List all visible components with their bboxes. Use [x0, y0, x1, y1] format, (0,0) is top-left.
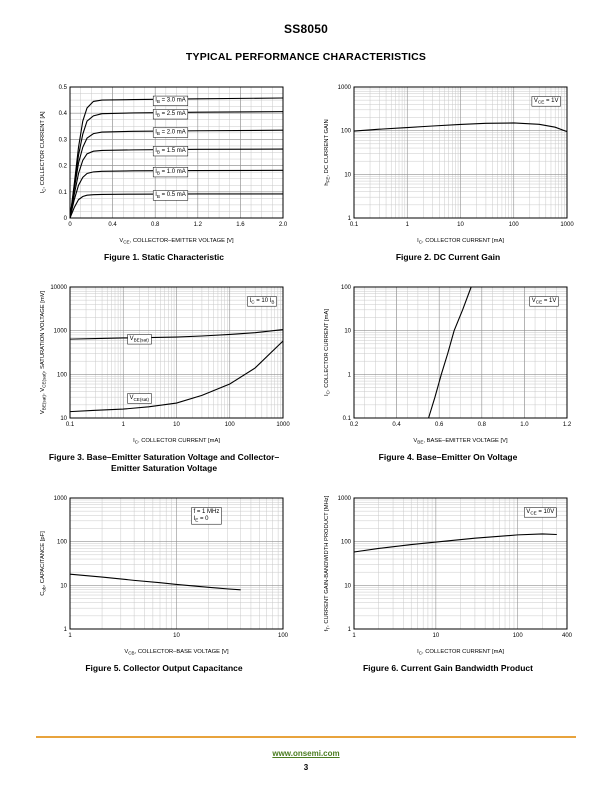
- figure-5: [36, 490, 292, 674]
- figure-2: [320, 79, 576, 263]
- svg-text:10: 10: [173, 422, 180, 429]
- svg-text:0.8: 0.8: [151, 222, 160, 228]
- svg-text:IC, COLLECTOR CURRENT [mA]: $I_C$, COLLECTOR CURRENT [mA]: [324, 309, 331, 396]
- svg-text:1000: 1000: [560, 222, 574, 228]
- svg-text:10: 10: [432, 633, 440, 640]
- svg-text:1000: 1000: [53, 328, 67, 335]
- figure-5-caption: Figure 5. Collector Output Capacitance: [85, 663, 243, 674]
- svg-text:1.2: 1.2: [193, 222, 202, 228]
- svg-text:100: 100: [340, 539, 351, 546]
- svg-text:VCE = 10V: $V_{CE} = 10V$: [526, 509, 555, 516]
- svg-text:10: 10: [173, 633, 180, 640]
- figure-4-caption: Figure 4. Base–Emitter On Voltage: [378, 452, 518, 463]
- figure-3-chart: [36, 279, 292, 447]
- svg-text:IB = 3.0 mA: $I_B = 3.0$ mA: [155, 97, 186, 105]
- svg-text:hFE, DC CURRENT GAIN: $h_{FE}$, DC CURRENT GAIN: [324, 119, 331, 186]
- svg-text:0.1: 0.1: [58, 189, 67, 196]
- svg-text:0.8: 0.8: [477, 422, 486, 429]
- svg-text:0.1: 0.1: [65, 422, 75, 429]
- svg-text:IC, COLLECTOR CURRENT [mA]: $I_C$, COLLECTOR CURRENT [mA]: [417, 238, 504, 245]
- svg-text:0.2: 0.2: [349, 422, 359, 429]
- figure-4-chart: [320, 279, 576, 447]
- svg-text:VCB, COLLECTOR–BASE VOLTAGE [V: $V_{CB}$, COLLECTOR–BASE VOLTAGE [V]: [124, 649, 229, 656]
- svg-text:1: 1: [63, 627, 67, 634]
- svg-text:10: 10: [344, 583, 351, 590]
- svg-text:10000: 10000: [50, 285, 67, 292]
- svg-text:10: 10: [60, 583, 67, 590]
- figure-6-caption: Figure 6. Current Gain Bandwidth Product: [362, 663, 533, 674]
- svg-text:fT, CURRENT GAIN-BANDWIDTH PRO: $f_T$, CURRENT GAIN-BANDWIDTH PRODUCT [MHz]: [324, 495, 331, 632]
- page-footer: [36, 736, 576, 772]
- svg-text:1.6: 1.6: [236, 222, 245, 228]
- svg-text:IB = 1.5 mA: $I_B = 1.5$ mA: [155, 147, 186, 155]
- svg-text:VBE(sat), VCE(sat), SATURATION: $V_{BE(sat)}$, $V_{CE(sat)}$, SATURATION VOLTAGE [mV]: [40, 290, 47, 415]
- svg-text:1000: 1000: [53, 496, 67, 503]
- svg-text:0.4: 0.4: [58, 111, 67, 118]
- svg-text:10: 10: [344, 328, 351, 335]
- svg-text:VCE = 1V: $V_{CE} = 1V$: [531, 298, 557, 305]
- svg-text:1: 1: [347, 216, 351, 222]
- svg-text:1000: 1000: [337, 85, 351, 91]
- svg-text:1: 1: [121, 422, 125, 429]
- svg-text:2.0: 2.0: [278, 222, 288, 228]
- svg-text:0.4: 0.4: [108, 222, 117, 228]
- svg-text:100: 100: [512, 633, 523, 640]
- figure-2-caption: Figure 2. DC Current Gain: [395, 252, 501, 262]
- figure-5-chart: [36, 490, 292, 658]
- figure-1-caption: Figure 1. Static Characteristic: [104, 252, 224, 262]
- svg-text:100: 100: [277, 633, 289, 640]
- svg-text:0.4: 0.4: [392, 422, 401, 429]
- svg-text:1: 1: [405, 222, 409, 228]
- svg-text:10: 10: [60, 416, 67, 423]
- svg-text:400: 400: [561, 633, 573, 640]
- svg-text:1000: 1000: [276, 422, 290, 429]
- svg-text:10: 10: [457, 222, 464, 228]
- svg-text:f = 1 MHzIE = 0: f = 1 MHz $I_E = 0$: [193, 509, 220, 523]
- svg-text:100: 100: [340, 128, 351, 135]
- svg-text:1.0: 1.0: [520, 422, 529, 429]
- footer-link[interactable]: www.onsemi.com: [272, 749, 340, 758]
- svg-text:1.2: 1.2: [562, 422, 572, 429]
- svg-text:1: 1: [347, 627, 351, 634]
- charts-grid: [0, 79, 612, 674]
- svg-text:100: 100: [224, 422, 235, 429]
- svg-text:0.6: 0.6: [435, 422, 444, 429]
- svg-text:IC, COLLECTOR CURRENT [mA]: $I_C$, COLLECTOR CURRENT [mA]: [417, 649, 504, 656]
- section-title: TYPICAL PERFORMANCE CHARACTERISTICS: [185, 51, 427, 63]
- svg-text:100: 100: [508, 222, 519, 228]
- svg-text:1: 1: [347, 372, 351, 379]
- svg-text:VBE(sat): $V_{BE(sat)}$: [129, 336, 149, 343]
- svg-text:0.5: 0.5: [58, 85, 67, 91]
- figure-1: [36, 79, 292, 263]
- svg-text:IB = 1.0 mA: $I_B = 1.0$ mA: [155, 168, 186, 176]
- svg-text:0.3: 0.3: [58, 137, 67, 144]
- svg-text:IB = 2.0 mA: $I_B = 2.0$ mA: [155, 129, 186, 136]
- svg-text:1: 1: [352, 633, 356, 640]
- svg-text:0.1: 0.1: [342, 416, 351, 423]
- svg-text:IC, COLLECTOR CURRENT [mA]: $I_C$, COLLECTOR CURRENT [mA]: [133, 438, 220, 445]
- svg-text:VCE = 1V: $V_{CE} = 1V$: [533, 98, 559, 105]
- page-number: 3: [303, 763, 309, 772]
- svg-text:0: 0: [63, 216, 67, 222]
- svg-text:10: 10: [344, 172, 351, 179]
- svg-text:0: 0: [68, 222, 72, 228]
- svg-text:1: 1: [68, 633, 72, 640]
- figure-6-chart: [320, 490, 576, 658]
- svg-text:100: 100: [340, 285, 351, 292]
- svg-text:IC, COLLECTOR CURRENT [A]: $I_C$, COLLECTOR CURRENT [A]: [40, 111, 47, 194]
- figure-3-caption: Figure 3. Base–Emitter Saturation Voltage and Collector–Emitter Saturation Voltage: [48, 452, 280, 474]
- svg-text:Cob, CAPACITANCE [pF]: $C_{ob}$, CAPACITANCE [pF]: [40, 531, 47, 596]
- svg-text:IB = 2.5 mA: $I_B = 2.5$ mA: [155, 110, 186, 118]
- svg-text:100: 100: [56, 372, 67, 379]
- svg-text:IC = 10 IB: $I_C = 10$ $I_B$: [249, 298, 275, 305]
- svg-text:0.2: 0.2: [58, 163, 67, 170]
- figure-4: [320, 279, 576, 474]
- svg-text:VCE, COLLECTOR–EMITTER VOLTAGE: $V_{CE}$, COLLECTOR–EMITTER VOLTAGE [V]: [119, 238, 234, 245]
- figure-3: [36, 279, 292, 474]
- svg-text:1000: 1000: [337, 496, 351, 503]
- figure-1-chart: [36, 79, 292, 247]
- svg-text:VCE(sat): $V_{CE(sat)}$: [129, 395, 150, 402]
- svg-text:IB = 0.5 mA: $I_B = 0.5$ mA: [155, 192, 186, 199]
- svg-text:VBE, BASE–EMITTER VOLTAGE [V]: $V_{BE}$, BASE–EMITTER VOLTAGE [V]: [413, 438, 508, 445]
- svg-text:100: 100: [56, 539, 67, 546]
- figure-2-chart: [320, 79, 576, 247]
- figure-6: [320, 490, 576, 674]
- footer-rule: [36, 736, 576, 738]
- page-title: SS8050: [284, 22, 328, 36]
- svg-text:0.1: 0.1: [349, 222, 359, 228]
